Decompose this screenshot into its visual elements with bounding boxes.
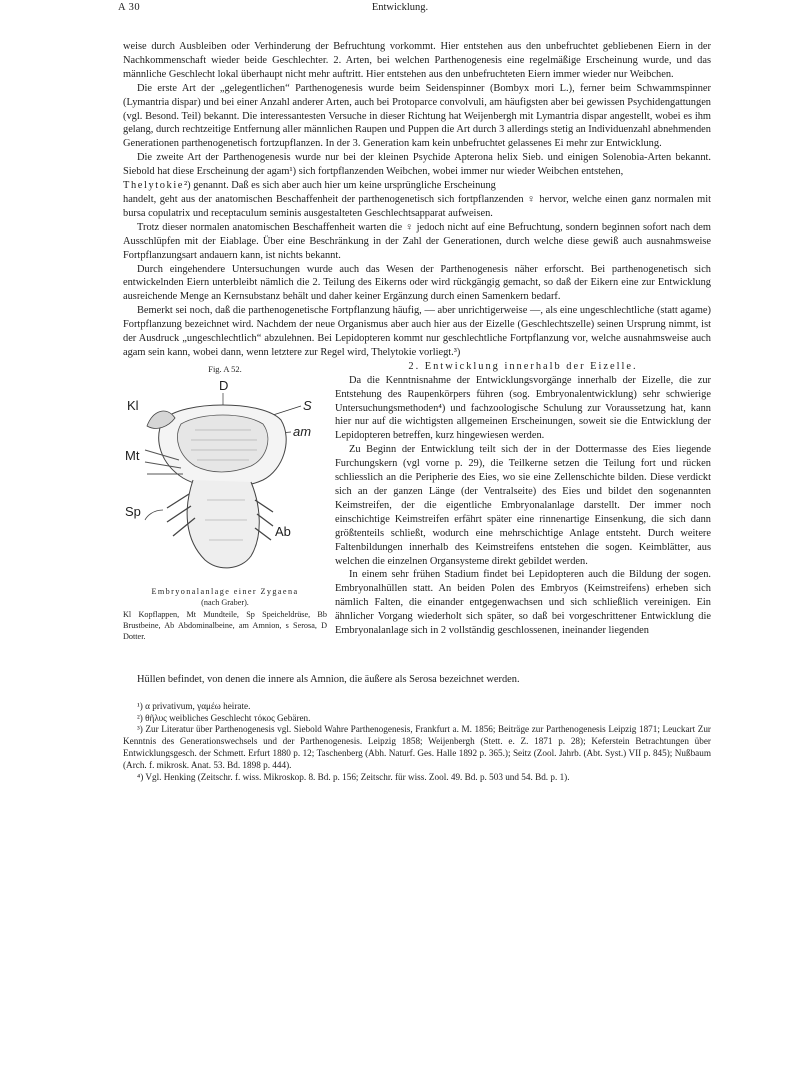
label-kl: Kl: [127, 397, 139, 413]
figure-legend: Kl Kopflappen, Mt Mundteile, Sp Speicheldrüse, Bb Brustbeine, Ab Abdominalbeine, am Amnion, s Serosa, D Dotter.: [123, 609, 327, 642]
paragraph: Die erste Art der „gelegentlichen“ Parthenogenesis wurde beim Seidenspinner (Bombyx mori L.), ferner beim Schwammspinner (Lymantria dispar) und bei einer Anzahl anderer Arten, auch bei Protoparce convolvuli, am häufigsten aber bei gewissen Psychidengattungen (vgl. Besond. Teil) bekannt. Die interessantesten Versuche in dieser Richtung hat Weijenbergh mit Lymantria dispar angestellt, wobei es ihm gelang, durch rechtzeitige Entfernung aller männlichen Raupen und Puppen die Art durch 3 allerdings stetig an Individuenzahl abnehmenden Generationen parthenogenetisch fortzupflanzen. In der 3. Generation kam kein unbefruchtet gelassenes Ei mehr zur Entwicklung.: [123, 82, 711, 150]
figure-caption-title: Embryonalanlage einer Zygaena: [151, 586, 299, 596]
section-column: [335, 360, 711, 638]
footnote: ²) θῆλυς weibliches Geschlecht τόκος Gebären.: [137, 712, 311, 723]
paragraph: handelt, geht aus der anatomischen Beschaffenheit der parthenogenetisch sich fortpflanzenden ♀ hervor, welche einen ganz normalen mit bursa copulatrix und receptaculum seminis ausgestalteten Geschlechtsapparat aufweisen.: [123, 193, 711, 219]
label-sp: Sp: [125, 503, 141, 519]
paragraph: Bemerkt sei noch, daß die parthenogenetische Fortpflanzung häufig, — aber unrichtigerweise —, als eine ungeschlechtliche (statt agame) Fortpflanzung bezeichnet wird. Nachdem der neue Organismus aber auch hier aus der Eizelle (Geschlechtszelle) seinen Ursprung nimmt, ist der Ausdruck „ungeschlechtlich“ abzulehnen. Bei Lepidopteren kommt nur geschlechtliche Fortpflanzung vor, welche ausnahmsweise auch agam sein kann, wobei dann, wenn letztere zur Regel wird, Thelytokie vorliegt.³): [123, 305, 711, 358]
paragraph: Trotz dieser normalen anatomischen Beschaffenheit warten die ♀ jedoch nicht auf eine Befruchtung, sondern beginnen sofort nach dem Ausschlüpfen mit der Eiablage. Über eine Beschränkung in der Zahl der Generationen, durch welche diese gewiß auch ausnahmsweise Fortpflanzungsart andauern kann, ist nichts bekannt.: [123, 221, 711, 261]
running-title: Entwicklung.: [371, 2, 429, 13]
running-header: [0, 2, 800, 18]
label-mt: Mt: [125, 447, 140, 463]
section-paragraph: Da die Kenntnisnahme der Entwicklungsvorgänge innerhalb der Eizelle, die zur Entstehung des Raupenkörpers führen (sog. Embryonalentwicklung) sehr schwierige Untersuchungsmethoden⁴) und fachzoologische Schulung zur Voraussetzung hat, kann hier nur auf die wichtigsten allgemeinen Erscheinungen, soweit sie die Entwicklung der Lepidopteren betreffen, kurz hingewiesen werden.: [335, 374, 711, 442]
paragraph: weise durch Ausbleiben oder Verhinderung der Befruchtung vorkommt. Hier entstehen aus den unbefruchtet gebliebenen Eiern in der Nachkommenschaft wieder beide Geschlechter. 2. Arten, bei welchen Parthenogenesis eine regelmäßige Erscheinung wurde, und das männliche Geschlecht lokal überhaupt nicht mehr auftritt. Hier entstehen aus den unbefruchteten Eiern immer wieder nur Weibchen.: [123, 41, 711, 80]
paragraph: [123, 151, 711, 179]
thelytokie-term: Thelytokie: [123, 180, 185, 192]
footnote: ³) Zur Literatur über Parthenogenesis vgl. Siebold Wahre Parthenogenesis, Frankfurt a. M. 1856; Beiträge zur Parthenogenesis Leipzig 1871; Leuckart Zur Kenntnis des Generationswechsels und der Parthenogenesis. Leipzig 1858; Weijenbergh (Stett. e. Z. 1871 p. 28); Keferstein Betrachtungen über Entwicklungsgesch. der Schmett. Erfurt 1880 p. 12; Taschenberg (Abh. Naturf. Ges. Halle 1892 p. 365.); Seitz (Zool. Jahrb. (Abt. Syst.) VII p. 845); Nußbaum (Arch. f. mikrosk. Anat. 53. Bd. 1898 p. 444).: [123, 724, 711, 770]
figure-number: Fig. A 52.: [208, 363, 242, 374]
label-s: S: [303, 397, 312, 413]
body-text: [123, 40, 711, 783]
section-paragraph: Zu Beginn der Entwicklung teilt sich der in der Dottermasse des Eies liegende Furchungskern (vgl vorne p. 29), die Teilkerne setzen die Teilung fort und rücken schliesslich an die Peripherie des Eies, wo sie eine Zellenschichte bilden. Diese verdickt sich an der ganzen Länge (der Ventralseite) des Eies und bildet den sogenannten Keimstreifen, der die eigentliche Embryonalanlage darstellt. Der immer noch einschichtige Keimstreifen erfährt später eine rinnenartige Einsenkung, die sich dann größtenteils schließt, wodurch eine mehrschichtige Anlage entsteht. Durch weitere Faltenbildungen innerhalb des Keimstreifens entstehen die sogen. Keimblätter, aus welchen die einzelnen Organsysteme direkt gebildet werden.: [335, 444, 711, 567]
label-am: am: [293, 423, 312, 439]
paragraph: Durch eingehendere Untersuchungen wurde auch das Wesen der Parthenogenesis näher erforscht. Bei parthenogenetisch sich entwickelnden Eiern unterbleibt nämlich die 2. Teilung des Eikerns oder wird rückgängig gemacht, so daß der Eikern eine zur Entwicklung ausreichende Menge an Kernsubstanz behält und daher keiner Ergänzung durch einen Samenkern bedarf.: [123, 263, 711, 303]
footnote: ⁴) Vgl. Henking (Zeitschr. f. wiss. Mikroskop. 8. Bd. p. 156; Zeitschr. für wiss. Zool. 49. Bd. p. 503 und 54. Bd. p. 1).: [137, 771, 570, 782]
paragraph-start: Die zweite Art der Parthenogenesis wurde nur bei der kleinen Psychide Apterona helix Sieb. und einigen Solenobia-Arten bekannt. Siebold hat diese Erscheinung der agam¹) sich fortpflanzenden Weibchen, wobei immer nur wieder Weibchen entstehen,: [123, 152, 711, 178]
figure-caption: [123, 586, 327, 608]
footnotes: [123, 701, 711, 784]
page-number: A 30: [118, 2, 141, 13]
section-heading: 2. Entwicklung innerhalb der Eizelle.: [408, 360, 638, 372]
thelytokie-rest: ²) genannt. Daß es sich aber auch hier um keine ursprüngliche Erscheinung: [184, 180, 496, 192]
figure-caption-source: (nach Graber).: [201, 598, 249, 608]
label-d: D: [219, 377, 229, 393]
figure-and-section: [123, 360, 711, 673]
embryo-illustration: [123, 360, 327, 586]
section-paragraph: In einem sehr frühen Stadium findet bei Lepidopteren auch die Bildung der sogen. Embryonalhüllen statt. An beiden Polen des Embryos (Keimstreifens) erheben sich nämlich Falten, die einander entgegenwachsen und sich schließlich vereinigen. Ein ähnlicher Vorgang wiederholt sich später, so daß bei vorgeschrittener Entwicklung die Embryonalanlage sich in 2 vollständig geschlossenen, ineinander liegenden: [335, 569, 711, 637]
thelytokie-line: [123, 179, 711, 193]
section-continuation: Hüllen befindet, von denen die innere als Amnion, die äußere als Serosa bezeichnet werden.: [137, 673, 520, 685]
figure-a52: [123, 360, 327, 670]
footnote: ¹) α privativum, γαμέω heirate.: [137, 700, 251, 711]
label-ab: Ab: [275, 523, 291, 539]
